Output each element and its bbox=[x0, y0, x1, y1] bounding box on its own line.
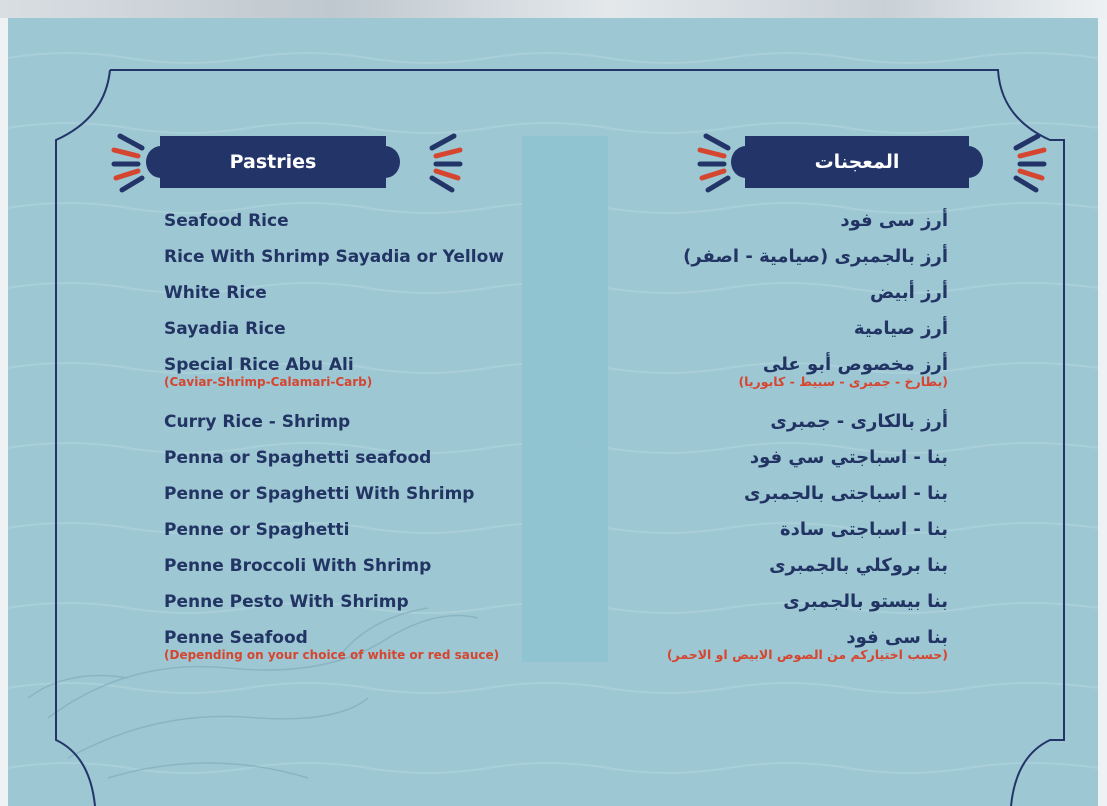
menu-item bbox=[164, 412, 524, 448]
item-name: أرز سى فود bbox=[840, 210, 948, 231]
section-title-en: Pastries bbox=[229, 151, 317, 173]
item-note: (بطارخ - جمبرى - سبيط - كابوريا) bbox=[738, 374, 948, 389]
menu-item bbox=[608, 484, 948, 520]
section-title-banner-ar bbox=[745, 136, 969, 188]
item-name: Seafood Rice bbox=[164, 211, 289, 231]
menu-item bbox=[164, 556, 524, 592]
menu-item bbox=[608, 592, 948, 628]
section-title-ar: المعجنات bbox=[814, 151, 900, 173]
menu-item bbox=[164, 628, 524, 685]
item-name: Penna or Spaghetti seafood bbox=[164, 448, 432, 468]
background-strip bbox=[0, 0, 1107, 18]
menu-item bbox=[164, 520, 524, 556]
item-name: أرز بالجمبرى (صيامية - اصفر) bbox=[683, 246, 948, 267]
item-name: White Rice bbox=[164, 283, 267, 303]
menu-item bbox=[164, 211, 524, 247]
item-name: بنا - اسباجتي سي فود bbox=[749, 447, 948, 468]
banner-cap-left bbox=[146, 146, 176, 178]
item-note: (Depending on your choice of white or red sauce) bbox=[164, 648, 500, 662]
menu-list-ar bbox=[608, 211, 948, 685]
item-note: (Caviar-Shrimp-Calamari-Carb) bbox=[164, 375, 373, 389]
item-name: أرز أبيض bbox=[870, 282, 948, 303]
menu-item bbox=[608, 319, 948, 355]
menu-item bbox=[608, 355, 948, 412]
menu-item bbox=[608, 247, 948, 283]
right-burst-icon-mirror bbox=[980, 128, 1050, 198]
menu-item bbox=[164, 283, 524, 319]
item-name: Penne Pesto With Shrimp bbox=[164, 592, 409, 612]
item-name: Rice With Shrimp Sayadia or Yellow bbox=[164, 247, 504, 267]
menu-item bbox=[164, 484, 524, 520]
menu-item bbox=[608, 520, 948, 556]
item-name: أرز بالكارى - جمبرى bbox=[770, 411, 948, 432]
menu-item bbox=[164, 247, 524, 283]
banner-cap-right bbox=[953, 146, 983, 178]
left-burst-icon-mirror bbox=[396, 128, 466, 198]
item-name: Penne Seafood bbox=[164, 628, 308, 648]
item-name: أرز صيامية bbox=[853, 318, 948, 339]
item-name: Special Rice Abu Ali bbox=[164, 355, 354, 375]
item-name: Penne or Spaghetti bbox=[164, 520, 350, 540]
menu-item bbox=[164, 592, 524, 628]
item-name: بنا سى فود bbox=[846, 627, 948, 648]
section-title-banner-en bbox=[160, 136, 386, 188]
item-name: أرز مخصوص أبو على bbox=[762, 354, 948, 375]
menu-list-en bbox=[164, 211, 524, 685]
item-name: بنا بروكلي بالجمبرى bbox=[769, 555, 948, 576]
item-note: (حسب اختياركم من الصوص الابيض او الاحمر) bbox=[666, 647, 948, 662]
menu-item bbox=[608, 556, 948, 592]
menu-item bbox=[608, 448, 948, 484]
menu-item bbox=[608, 283, 948, 319]
menu-item bbox=[164, 319, 524, 355]
item-name: Penne Broccoli With Shrimp bbox=[164, 556, 432, 576]
item-name: بنا بيستو بالجمبرى bbox=[783, 591, 948, 612]
item-name: بنا - اسباجتى بالجمبرى bbox=[743, 483, 948, 504]
menu-item bbox=[608, 628, 948, 685]
item-name: بنا - اسباجتى سادة bbox=[780, 519, 948, 540]
item-name: Curry Rice - Shrimp bbox=[164, 412, 351, 432]
item-name: Penne or Spaghetti With Shrimp bbox=[164, 484, 475, 504]
menu-item bbox=[164, 355, 524, 412]
menu-item bbox=[608, 211, 948, 247]
menu-item bbox=[608, 412, 948, 448]
item-name: Sayadia Rice bbox=[164, 319, 286, 339]
banner-cap-right bbox=[370, 146, 400, 178]
menu-page bbox=[8, 18, 1098, 806]
banner-cap-left bbox=[731, 146, 761, 178]
menu-item bbox=[164, 448, 524, 484]
